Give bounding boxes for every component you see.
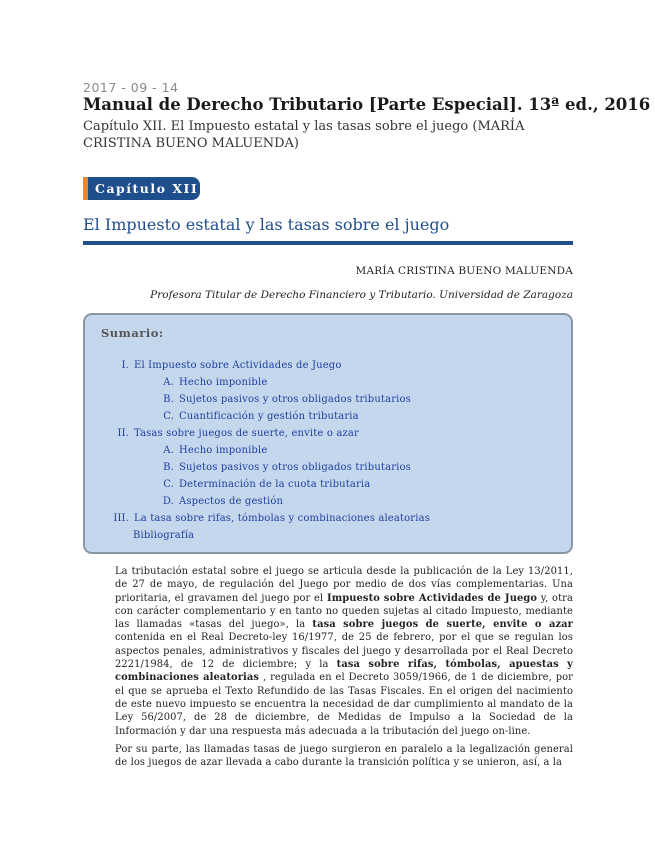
bold-term: tasa sobre juegos de suerte, envite o azar <box>312 619 573 631</box>
toc-label: Cuantificación y gestión tributaria <box>179 411 359 422</box>
toc-label: Hecho imponible <box>179 445 268 456</box>
toc-number: A. <box>163 445 174 456</box>
toc-link-section-2c[interactable] <box>160 479 370 490</box>
toc-link-section-1c[interactable] <box>160 411 359 422</box>
toc-number: B. <box>163 394 174 405</box>
toc-label: Determinación de la cuota tributaria <box>179 479 371 490</box>
text-run: La tributación estatal sobre el juego se articula desde la publicación de la Ley 13/2011, de 27 de mayo, de regulación del Juego por medio de dos vías complementarias. Una prioritaria, el gravamen del juego por el <box>115 566 573 604</box>
toc-number: C. <box>163 479 174 490</box>
bold-term: tasa sobre rifas, tómbolas, apuestas y combinaciones aleatorias <box>115 659 573 684</box>
body-paragraph-1 <box>115 565 573 738</box>
toc-label: Sujetos pasivos y otros obligados tributarios <box>179 394 411 405</box>
body-paragraph-2: Por su parte, las llamadas tasas de juego surgieron en paralelo a la legalización general de los juegos de azar llevada a cabo durante la transición política y se unieron, así, a la <box>115 744 573 769</box>
title-divider <box>83 241 573 245</box>
toc-link-section-1b[interactable] <box>160 394 411 405</box>
toc-label: El Impuesto sobre Actividades de Juego <box>134 360 342 371</box>
toc-number: A. <box>163 377 174 388</box>
chapter-label: Capítulo XII <box>95 181 199 196</box>
toc-number: C. <box>163 411 174 422</box>
toc-link-section-1[interactable] <box>109 360 342 371</box>
toc-label: Hecho imponible <box>179 377 268 388</box>
toc-number: D. <box>162 496 174 507</box>
toc-link-section-2d[interactable] <box>160 496 283 507</box>
chapter-title: El Impuesto estatal y las tasas sobre el juego <box>83 215 450 234</box>
chapter-subtitle: Capítulo XII. El Impuesto estatal y las tasas sobre el juego (MARÍA CRISTINA BUENO MALUENDA) <box>83 119 525 151</box>
toc-number: III. <box>113 513 129 524</box>
toc-link-section-3[interactable] <box>109 513 430 524</box>
author-affiliation: Profesora Titular de Derecho Financiero y Tributario. Universidad de Zaragoza <box>150 289 573 301</box>
toc-label: Tasas sobre juegos de suerte, envite o azar <box>134 428 359 439</box>
summary-heading: Sumario: <box>101 326 164 340</box>
toc-link-section-2b[interactable] <box>160 462 411 473</box>
chapter-label-tab <box>83 177 200 200</box>
author-name: MARÍA CRISTINA BUENO MALUENDA <box>355 265 573 277</box>
toc-link-section-2[interactable] <box>109 428 359 439</box>
toc-number: II. <box>117 428 129 439</box>
toc-link-section-1a[interactable] <box>160 377 267 388</box>
text-run: , regulada en el Decreto 3059/1966, de 1 de diciembre, por el que se aprueba el Texto Refundido de las Tasas Fiscales. En el origen del nacimiento de este nuevo impuesto se encuentra la necesidad de dar cumplimiento al mandato de la Ley 56/2007, de 28 de diciembre, de Medidas de Impulso a la Sociedad de la Información y dar una respuesta más adecuada a la tributación del juego on-line. <box>115 672 573 737</box>
toc-label: Bibliografía <box>133 530 195 541</box>
book-title: Manual de Derecho Tributario [Parte Especial]. 13ª ed., 2016 <box>83 95 651 114</box>
toc-label: Aspectos de gestión <box>179 496 284 507</box>
toc-number: B. <box>163 462 174 473</box>
text-run: contenida en el Real Decreto-ley 16/1977, de 25 de febrero, por el que se regulan los aspectos penales, administrativos y fiscales del juego y desarrollada por el Real Decreto 2221/1984, de 12 de diciembre; y la <box>115 632 573 671</box>
bold-term: Impuesto sobre Actividades de Juego <box>326 592 538 604</box>
toc-number: I. <box>121 360 129 371</box>
toc-link-bibliography[interactable] <box>133 530 194 541</box>
summary-box <box>83 313 573 554</box>
document-date: 2017 - 09 - 14 <box>83 80 179 95</box>
toc-link-section-2a[interactable] <box>160 445 267 456</box>
toc-label: Sujetos pasivos y otros obligados tributarios <box>179 462 411 473</box>
text-run: y, otra con carácter complementario y en tanto no queden sujetas al citado Impuesto, mediante las llamadas «tasas del juego», la <box>115 592 573 631</box>
toc-label: La tasa sobre rifas, tómbolas y combinaciones aleatorias <box>134 513 430 524</box>
